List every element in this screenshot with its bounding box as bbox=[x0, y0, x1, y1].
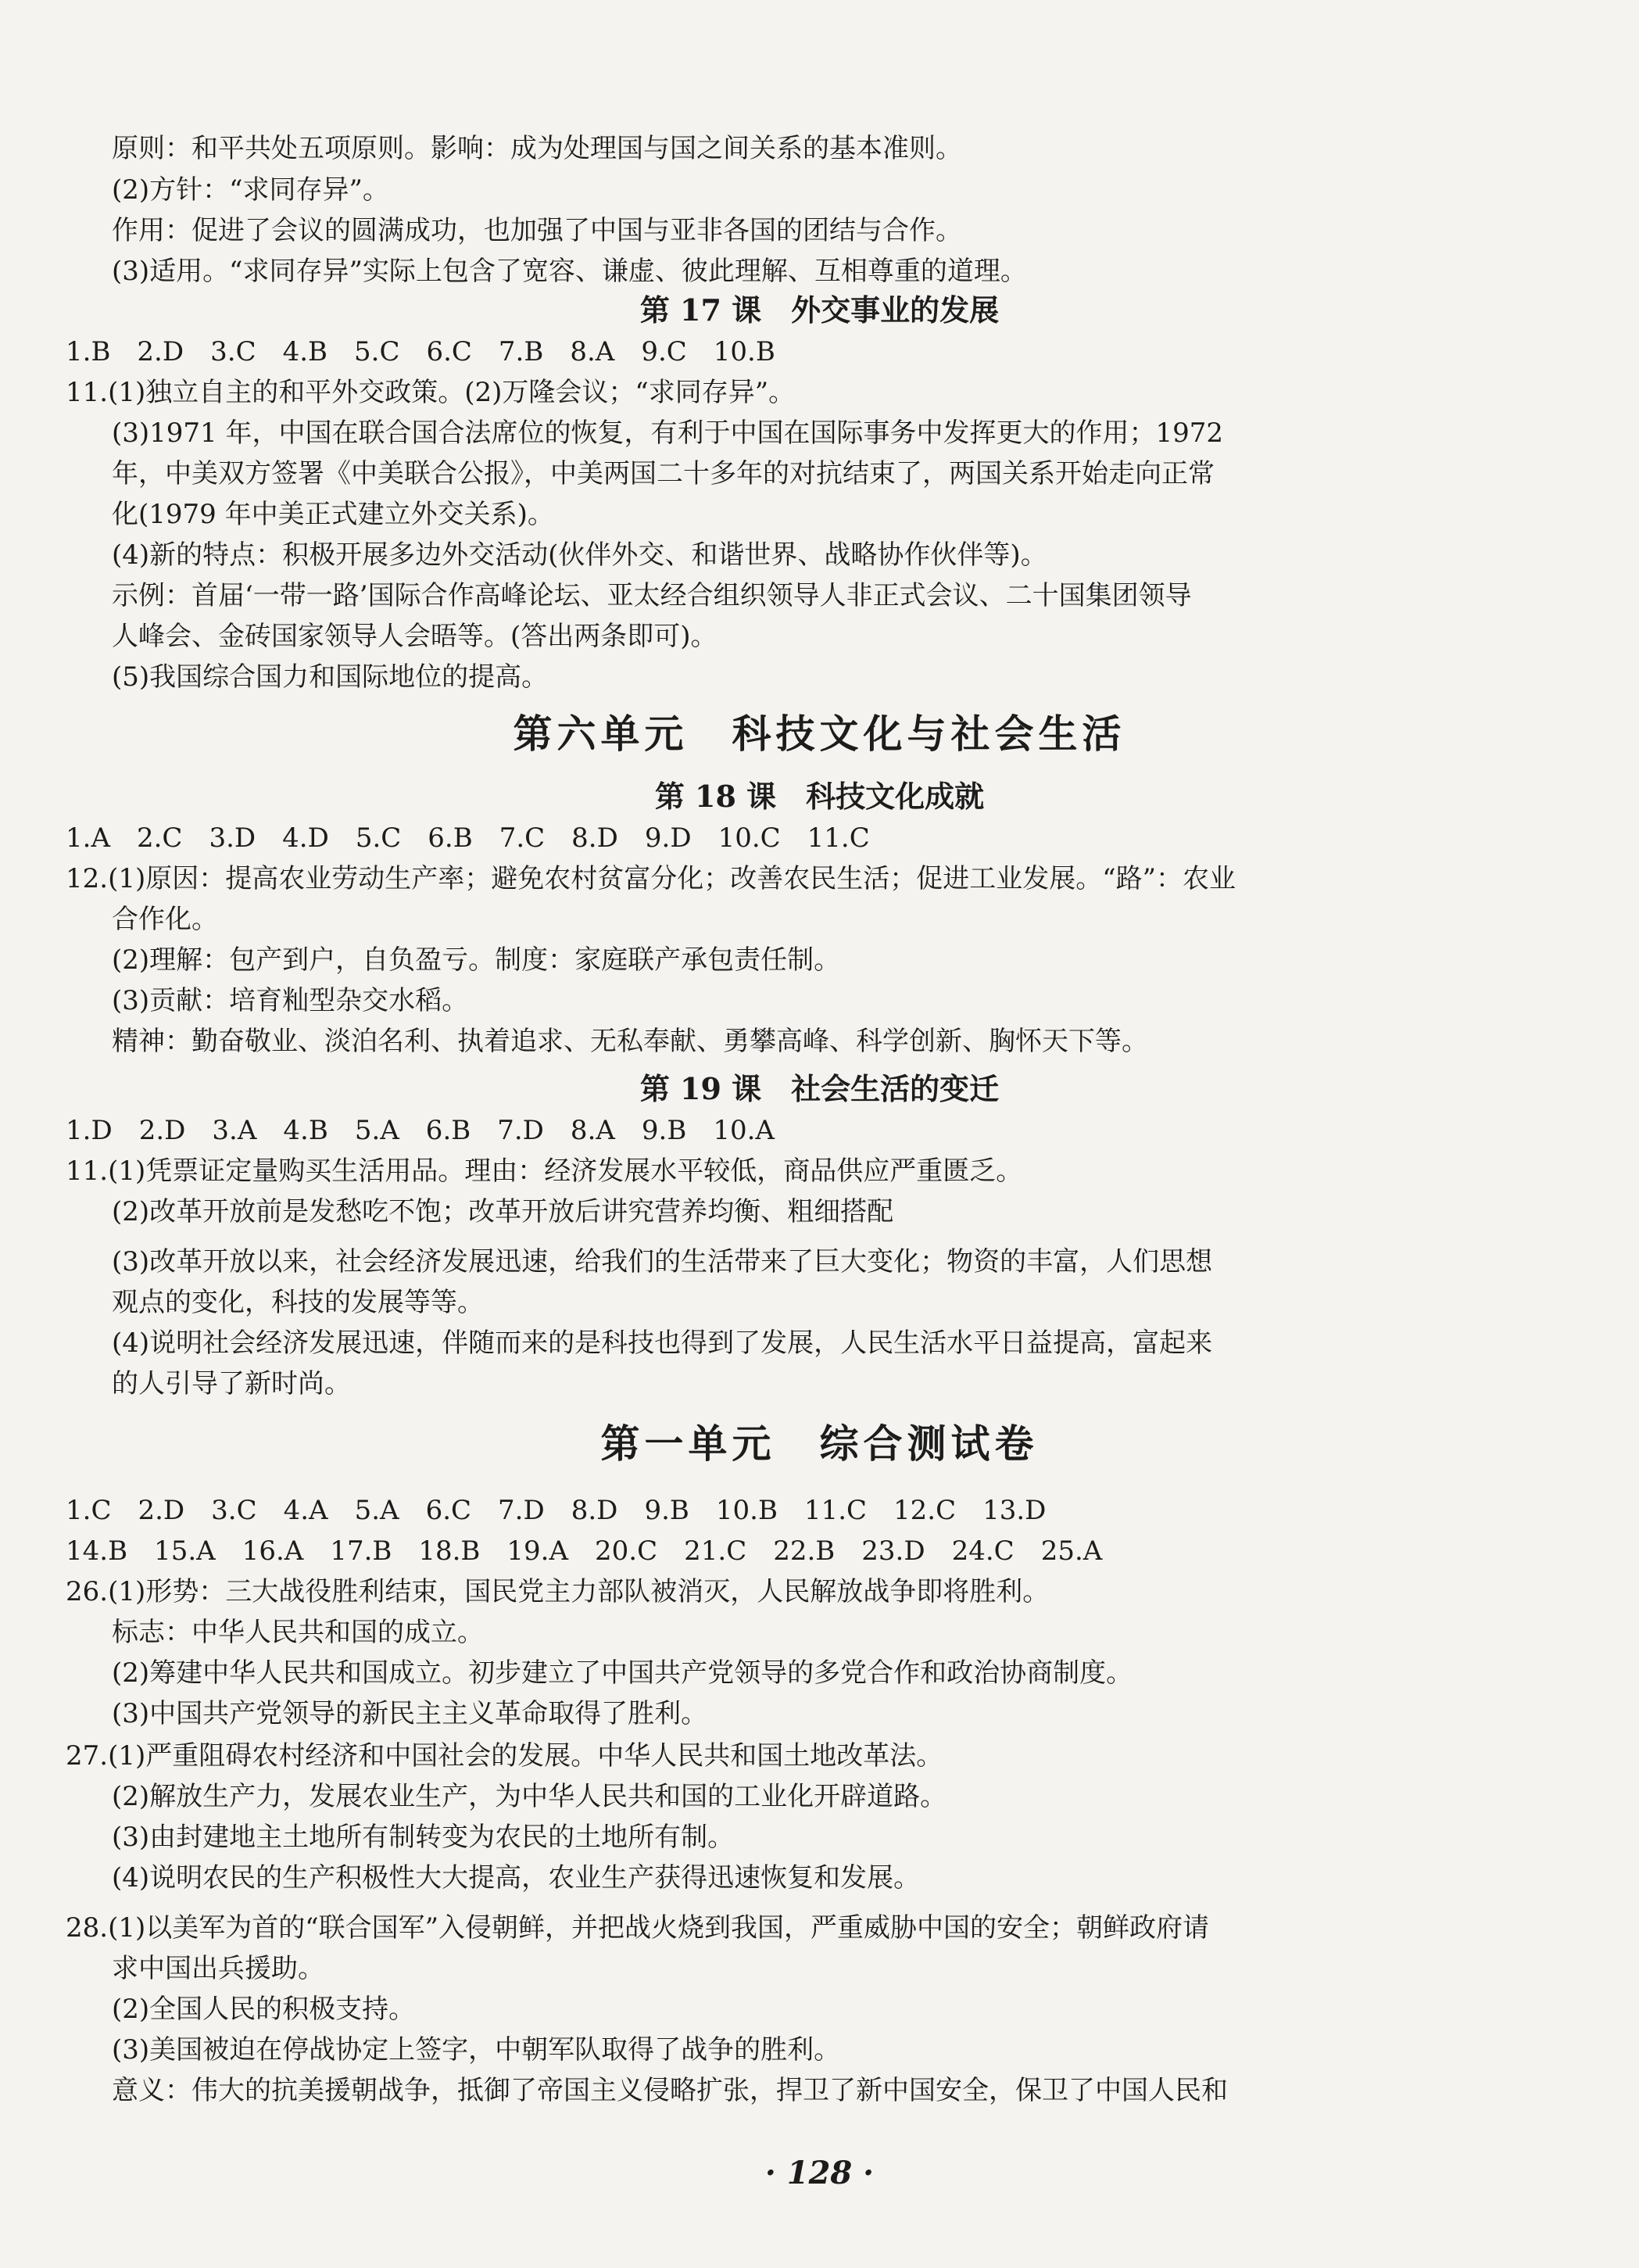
lesson-heading: 第 17 课 外交事业的发展 bbox=[639, 292, 1000, 328]
answer-line: 1.D 2.D 3.A 4.B 5.A 6.B 7.D 8.A 9.B 10.A bbox=[66, 1115, 775, 1146]
text-line: (3)中国共产党领导的新民主主义革命取得了胜利。 bbox=[112, 1698, 708, 1729]
answer-line: 1.A 2.C 3.D 4.D 5.C 6.B 7.C 8.D 9.D 10.C 11.C bbox=[66, 822, 870, 854]
unit-heading: 第六单元 科技文化与社会生活 bbox=[513, 711, 1126, 757]
text-line: (3)贡献：培育籼型杂交水稻。 bbox=[112, 985, 469, 1016]
text-line: 意义：伟大的抗美援朝战争，抵御了帝国主义侵略扩张，捍卫了新中国安全，保卫了中国人民和 bbox=[112, 2075, 1228, 2106]
answer-line: 1.B 2.D 3.C 4.B 5.C 6.C 7.B 8.A 9.C 10.B bbox=[66, 336, 775, 367]
text-line: 11.(1)独立自主的和平外交政策。(2)万隆会议；“求同存异”。 bbox=[66, 377, 796, 408]
text-line: 精神：勤奋敬业、淡泊名利、执着追求、无私奉献、勇攀高峰、科学创新、胸怀天下等。 bbox=[112, 1026, 1148, 1057]
text-line: 26.(1)形势：三大战役胜利结束，国民党主力部队被消灭，人民解放战争即将胜利。 bbox=[66, 1576, 1050, 1607]
text-line: 观点的变化，科技的发展等等。 bbox=[112, 1287, 484, 1318]
text-line: 11.(1)凭票证定量购买生活用品。理由：经济发展水平较低，商品供应严重匮乏。 bbox=[66, 1155, 1023, 1187]
text-line: 28.(1)以美军为首的“联合国军”入侵朝鲜，并把战火烧到我国，严重威胁中国的安全；朝鲜政府请 bbox=[66, 1912, 1209, 1944]
answer-line: 1.C 2.D 3.C 4.A 5.A 6.C 7.D 8.D 9.B 10.B 11.C 12.C 13.D bbox=[66, 1495, 1047, 1526]
text-line: (2)筹建中华人民共和国成立。初步建立了中国共产党领导的多党合作和政治协商制度。 bbox=[112, 1657, 1133, 1689]
text-line: 标志：中华人民共和国的成立。 bbox=[112, 1617, 484, 1648]
text-line: (2)全国人民的积极支持。 bbox=[112, 1994, 416, 2025]
text-line: 示例：首届‘一带一路’国际合作高峰论坛、亚太经合组织领导人非正式会议、二十国集团领导 bbox=[112, 580, 1192, 611]
text-line: 化(1979 年中美正式建立外交关系)。 bbox=[112, 499, 554, 530]
text-line: 12.(1)原因：提高农业劳动生产率；避免农村贫富分化；改善农民生活；促进工业发展。“路”：农业 bbox=[66, 863, 1236, 894]
text-line: (3)适用。“求同存异”实际上包含了宽容、谦虚、彼此理解、互相尊重的道理。 bbox=[112, 256, 1027, 287]
text-line: 求中国出兵援助。 bbox=[112, 1953, 324, 1984]
text-line: (2)理解：包产到户，自负盈亏。制度：家庭联产承包责任制。 bbox=[112, 944, 841, 976]
text-line: (3)美国被迫在停战协定上签字，中朝军队取得了战争的胜利。 bbox=[112, 2034, 841, 2066]
lesson-heading: 第 18 课 科技文化成就 bbox=[654, 779, 985, 814]
text-line: 原则：和平共处五项原则。影响：成为处理国与国之间关系的基本准则。 bbox=[112, 133, 962, 164]
text-line: (4)新的特点：积极开展多边外交活动(伙伴外交、和谐世界、战略协作伙伴等)。 bbox=[112, 539, 1047, 571]
text-line: 年，中美双方签署《中美联合公报》，中美两国二十多年的对抗结束了，两国关系开始走向正常 bbox=[112, 458, 1215, 489]
text-line: 人峰会、金砖国家领导人会晤等。(答出两条即可)。 bbox=[112, 621, 718, 652]
text-line: (3)改革开放以来，社会经济发展迅速，给我们的生活带来了巨大变化；物资的丰富，人们思想 bbox=[112, 1246, 1213, 1277]
page-number: · 128 · bbox=[764, 2155, 875, 2191]
text-line: (2)方针：“求同存异”。 bbox=[112, 174, 389, 206]
text-line: (3)由封建地主土地所有制转变为农民的土地所有制。 bbox=[112, 1822, 735, 1853]
unit-heading: 第一单元 综合测试卷 bbox=[600, 1421, 1039, 1467]
text-line: 合作化。 bbox=[112, 904, 218, 935]
answer-line: 14.B 15.A 16.A 17.B 18.B 19.A 20.C 21.C 22.B 23.D 24.C 25.A bbox=[66, 1535, 1103, 1567]
text-line: 作用：促进了会议的圆满成功，也加强了中国与亚非各国的团结与合作。 bbox=[112, 215, 962, 246]
text-line: (2)改革开放前是发愁吃不饱；改革开放后讲究营养均衡、粗细搭配 bbox=[112, 1196, 894, 1227]
text-line: (4)说明农民的生产积极性大大提高，农业生产获得迅速恢复和发展。 bbox=[112, 1862, 921, 1894]
lesson-heading: 第 19 课 社会生活的变迁 bbox=[639, 1071, 1000, 1106]
text-line: 27.(1)严重阻碍农村经济和中国社会的发展。中华人民共和国土地改革法。 bbox=[66, 1740, 943, 1772]
text-line: (2)解放生产力，发展农业生产，为中华人民共和国的工业化开辟道路。 bbox=[112, 1781, 947, 1812]
text-line: (4)说明社会经济发展迅速，伴随而来的是科技也得到了发展，人民生活水平日益提高，富起来 bbox=[112, 1327, 1213, 1359]
text-line: 的人引导了新时尚。 bbox=[112, 1368, 351, 1399]
text-line: (5)我国综合国力和国际地位的提高。 bbox=[112, 661, 549, 693]
text-line: (3)1971 年，中国在联合国合法席位的恢复，有利于中国在国际事务中发挥更大的作用；1972 bbox=[112, 417, 1224, 449]
